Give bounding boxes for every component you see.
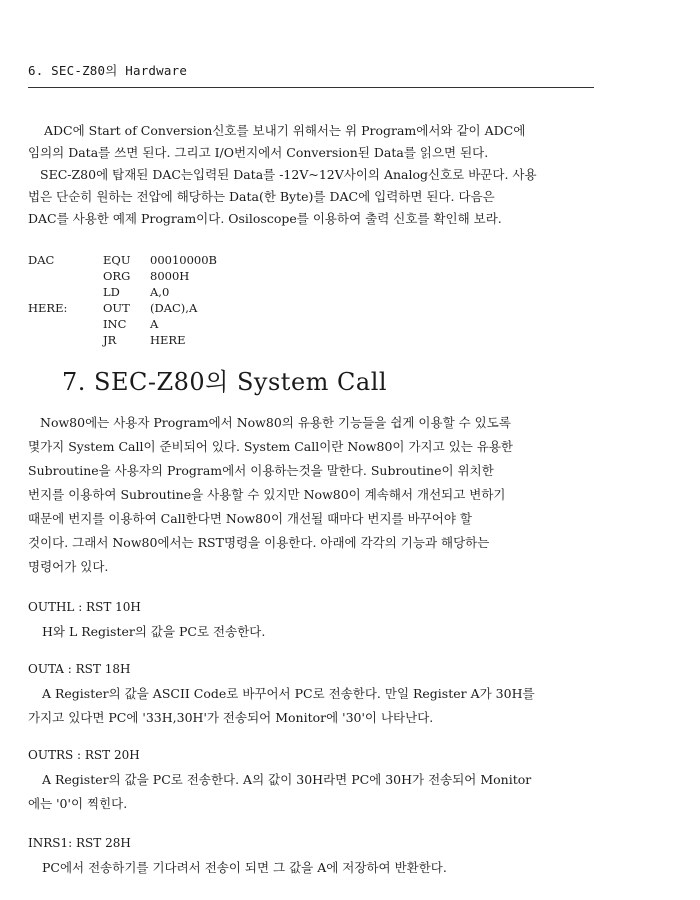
system-call-description: A Register의 값을 ASCII Code로 바꾸어서 PC로 전송한다. 만일 Register A가 30H를 bbox=[42, 686, 535, 701]
code-label: HERE: bbox=[28, 301, 68, 315]
code-arg: (DAC),A bbox=[150, 301, 198, 315]
code-op: OUT bbox=[103, 301, 130, 315]
section-title: 7. SEC-Z80의 System Call bbox=[62, 368, 388, 396]
system-call-label: OUTRS : RST 20H bbox=[28, 748, 140, 762]
code-op: ORG bbox=[103, 269, 131, 283]
system-call-description: A Register의 값을 PC로 전송한다. A의 값이 30H라면 PC에 30H가 전송되어 Monitor bbox=[42, 772, 532, 787]
system-call-label: INRS1: RST 28H bbox=[28, 836, 131, 850]
code-arg: A bbox=[150, 317, 159, 331]
body-line: Now80에는 사용자 Program에서 Now80의 유용한 기능들을 쉽게 이용할 수 있도록 bbox=[40, 415, 511, 430]
intro-line: 법은 단순히 원하는 전압에 해당하는 Data(한 Byte)를 DAC에 입력하면 된다. 다음은 bbox=[28, 189, 495, 204]
system-call-description: PC에서 전송하기를 기다려서 전송이 되면 그 값을 A에 저장하여 반환한다. bbox=[42, 860, 447, 875]
code-arg: 00010000B bbox=[150, 253, 217, 267]
code-op: INC bbox=[103, 317, 127, 331]
system-call-description: H와 L Register의 값을 PC로 전송한다. bbox=[42, 624, 266, 639]
code-label: DAC bbox=[28, 253, 55, 267]
intro-line: ADC에 Start of Conversion신호를 보내기 위해서는 위 Program에서와 같이 ADC에 bbox=[44, 123, 526, 138]
body-line: 명령어가 있다. bbox=[28, 559, 109, 574]
code-op: EQU bbox=[103, 253, 131, 267]
header-rule bbox=[28, 87, 594, 88]
body-line: 때문에 번지를 이용하여 Call한다면 Now80이 개선될 때마다 번지를 바꾸어야 할 bbox=[28, 511, 472, 526]
code-op: JR bbox=[103, 333, 117, 347]
code-arg: 8000H bbox=[150, 269, 190, 283]
body-line: 몇가지 System Call이 준비되어 있다. System Call이란 Now80이 가지고 있는 유용한 bbox=[28, 439, 514, 454]
intro-line: SEC-Z80에 탑재된 DAC는입력된 Data를 -12V~12V사이의 Analog신호로 바꾼다. 사용 bbox=[40, 167, 537, 182]
system-call-description: 에는 '0'이 찍힌다. bbox=[28, 796, 128, 811]
system-call-label: OUTHL : RST 10H bbox=[28, 600, 141, 614]
page-header: 6. SEC-Z80의 Hardware bbox=[28, 63, 188, 78]
code-arg: HERE bbox=[150, 333, 186, 347]
body-line: 것이다. 그래서 Now80에서는 RST명령을 이용한다. 아래에 각각의 기능과 해당하는 bbox=[28, 535, 490, 550]
intro-line: 임의의 Data를 쓰면 된다. 그리고 I/O번지에서 Conversion된 Data를 읽으면 된다. bbox=[28, 145, 489, 160]
intro-line: DAC를 사용한 예제 Program이다. Osiloscope를 이용하여 출력 신호를 확인해 보라. bbox=[28, 211, 502, 226]
system-call-description: 가지고 있다면 PC에 '33H,30H'가 전송되어 Monitor에 '30'이 나타난다. bbox=[28, 710, 434, 725]
body-line: Subroutine을 사용자의 Program에서 이용하는것을 말한다. Subroutine이 위치한 bbox=[28, 463, 494, 478]
body-line: 번지를 이용하여 Subroutine을 사용할 수 있지만 Now80이 계속해서 개선되고 변하기 bbox=[28, 487, 506, 502]
code-op: LD bbox=[103, 285, 120, 299]
code-arg: A,0 bbox=[150, 285, 170, 299]
system-call-label: OUTA : RST 18H bbox=[28, 662, 131, 676]
